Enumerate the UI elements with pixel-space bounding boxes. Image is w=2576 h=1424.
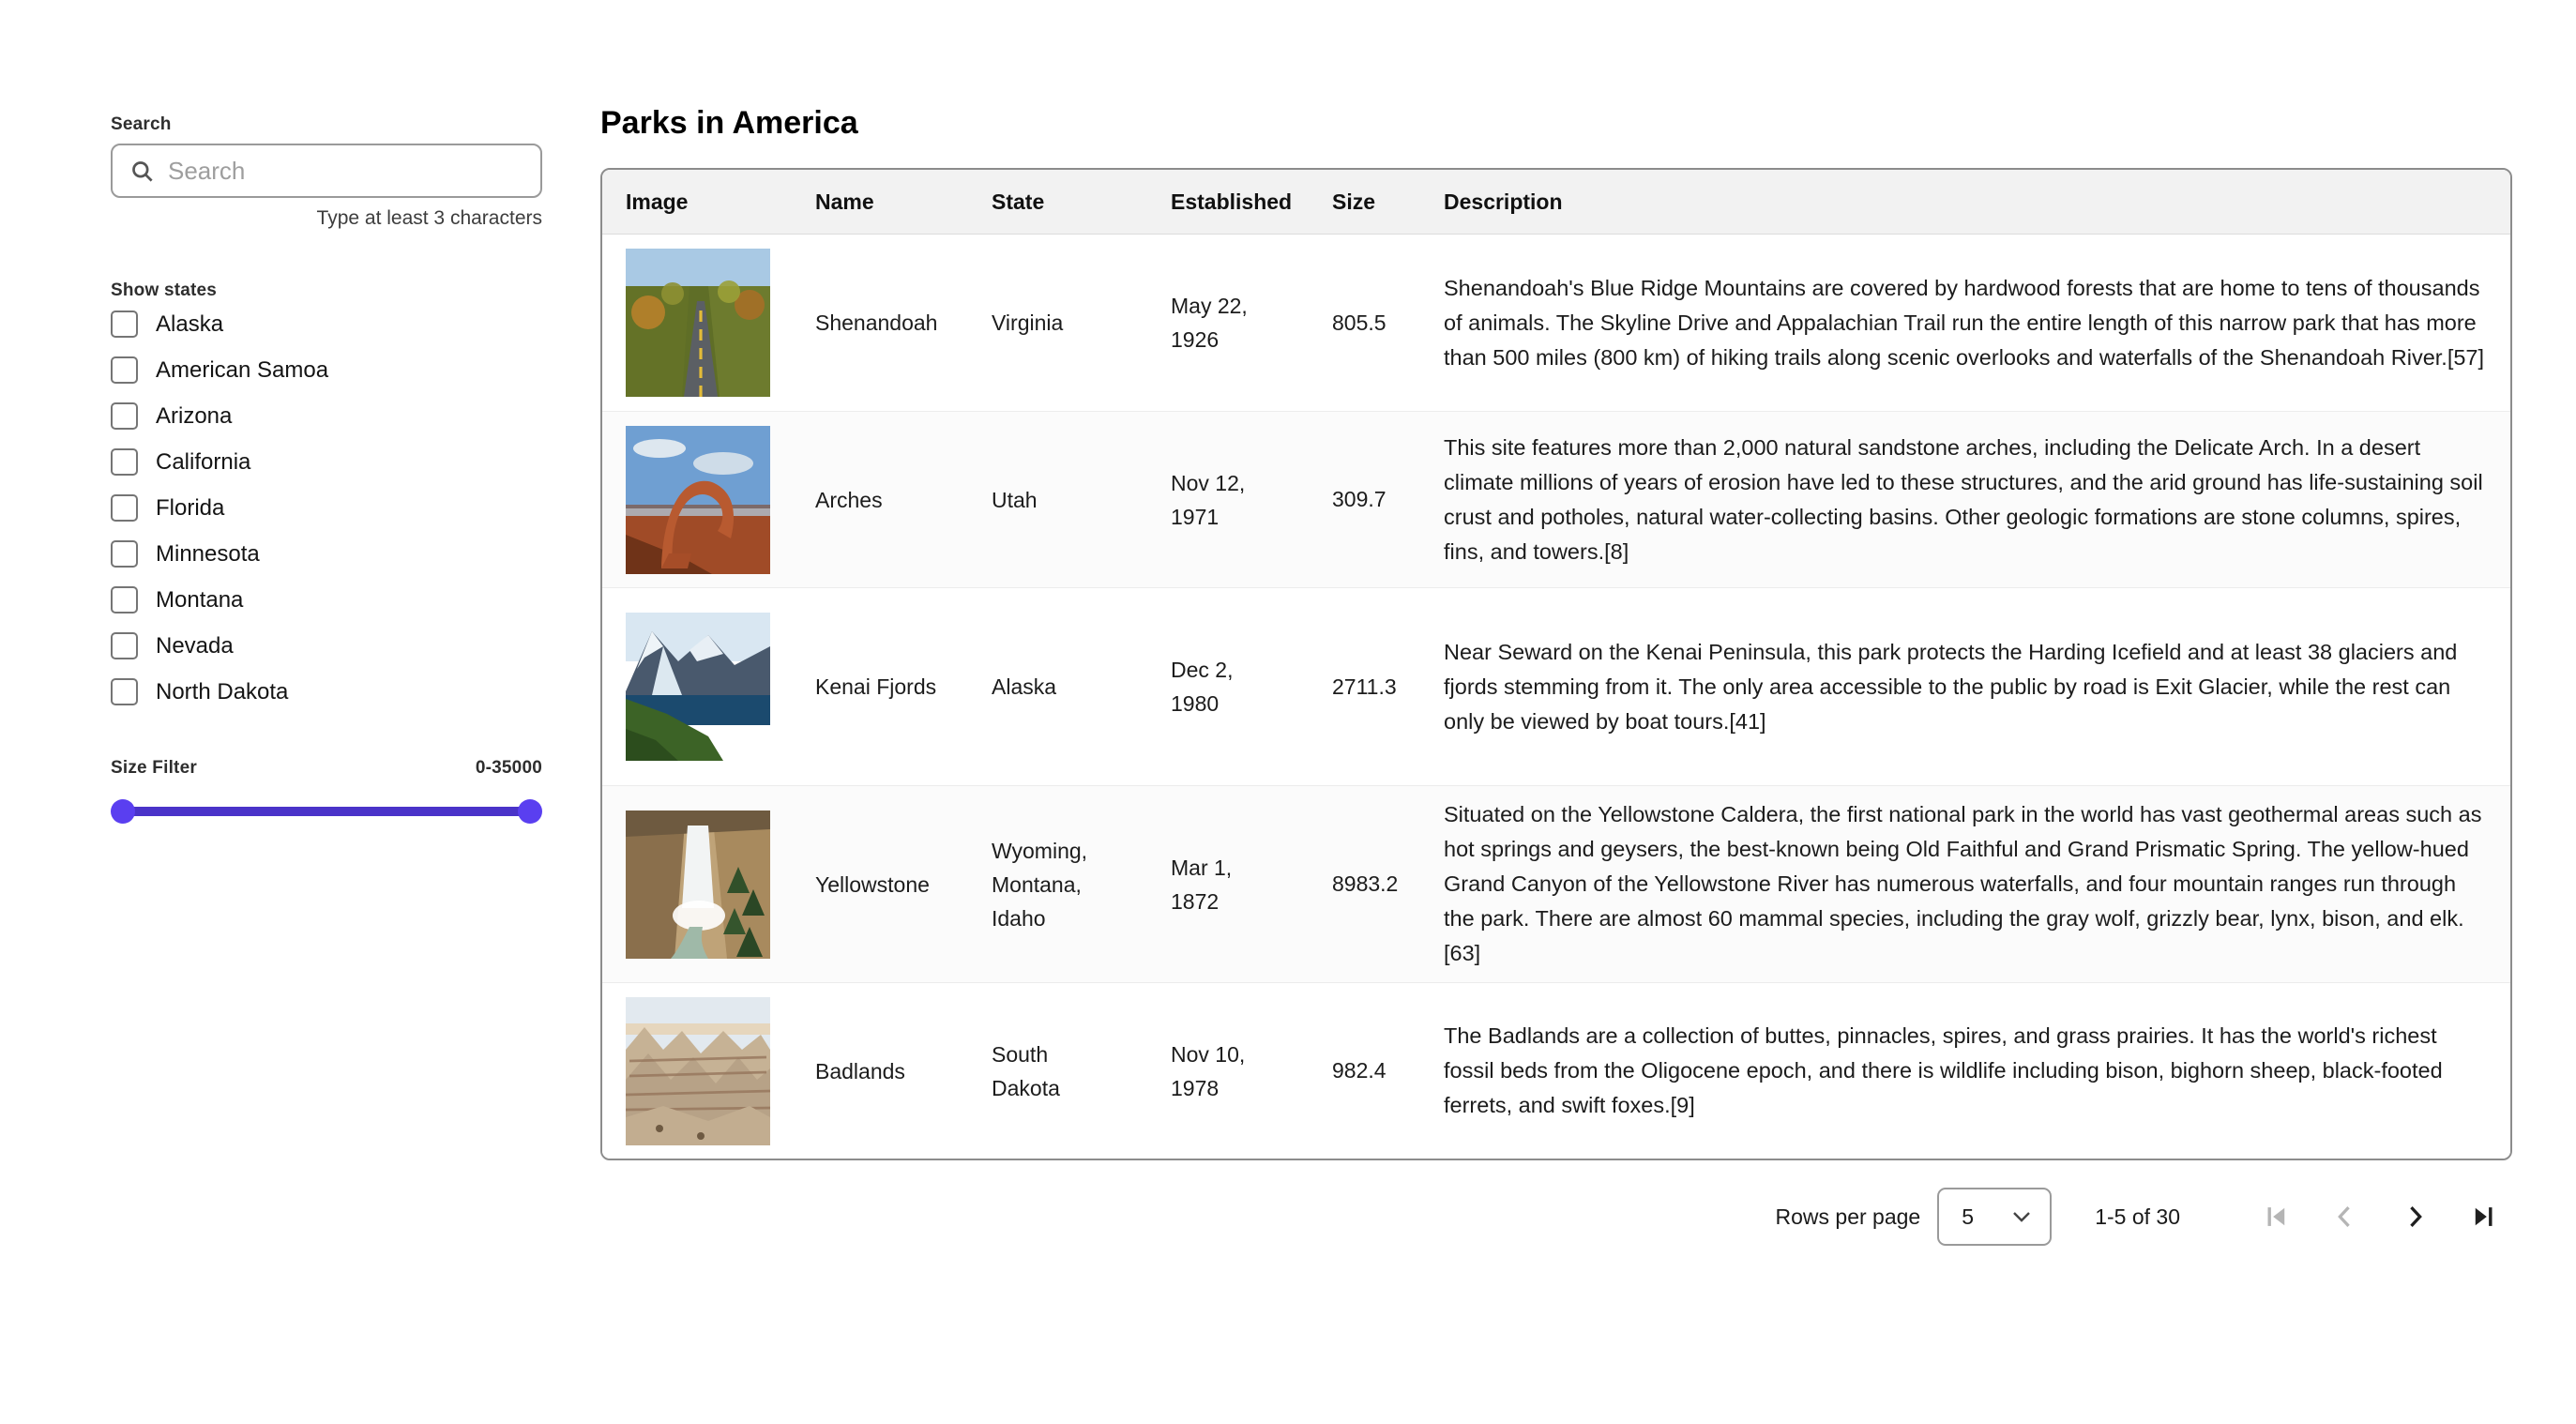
checkbox-icon[interactable] (111, 356, 138, 384)
search-label: Search (111, 114, 172, 134)
show-states-label: Show states (111, 280, 218, 300)
park-established: May 22, 1926 (1171, 294, 1248, 352)
park-description: Shenandoah's Blue Ridge Mountains are covered by hardwood forests that are home to tens of thousands of animals. The Skyline Drive and Appalachian Trail run the entire length of this narrow park that has more than 500 miles (800 km) of hiking trails along scenic overlooks and waterfalls of the Shenandoah River.[57] (1444, 275, 2485, 370)
checkbox-icon[interactable] (111, 311, 138, 338)
park-state: South Dakota (992, 1041, 1060, 1100)
state-checkbox-row-nevada[interactable] (111, 623, 542, 669)
park-size: 2711.3 (1332, 674, 1397, 699)
column-header-description: Description (1444, 189, 1563, 214)
checkbox-icon[interactable] (111, 494, 138, 522)
checkbox-label: North Dakota (156, 678, 289, 704)
park-photo-yellowstone (626, 810, 770, 959)
park-description: Situated on the Yellowstone Caldera, the first national park in the world has vast geothermal areas such as hot springs and geysers, the best-known being Old Faithful and Grand Prismatic Spring. The yellow-hued Grand Canyon of the Yellowstone River has numerous waterfalls, and four mountain ranges run through the park. There are almost 60 mammal species, including the gray wolf, grizzly bear, lynx, bison, and elk.[63] (1444, 802, 2482, 965)
checkbox-icon[interactable] (111, 540, 138, 568)
checkbox-icon[interactable] (111, 448, 138, 476)
first-page-button[interactable] (2255, 1196, 2296, 1237)
previous-page-button[interactable] (2325, 1196, 2366, 1237)
parks-table (600, 168, 2512, 1160)
size-filter-range-label: 0-35000 (475, 758, 542, 778)
park-state: Alaska (992, 674, 1057, 699)
slider-handle-min[interactable] (111, 799, 135, 824)
rows-per-page-select[interactable] (1937, 1188, 2052, 1246)
checkbox-icon[interactable] (111, 678, 138, 705)
last-page-icon (2468, 1201, 2500, 1233)
park-size: 8983.2 (1332, 871, 1399, 896)
state-checkbox-row-california[interactable] (111, 439, 542, 485)
search-hint: Type at least 3 characters (316, 207, 542, 229)
column-header-established: Established (1171, 189, 1293, 214)
search-box[interactable] (111, 144, 542, 198)
last-page-button[interactable] (2463, 1196, 2505, 1237)
park-established: Mar 1, 1872 (1171, 855, 1233, 914)
park-size: 805.5 (1332, 310, 1386, 335)
checkbox-label: American Samoa (156, 356, 329, 383)
park-established: Dec 2, 1980 (1171, 658, 1234, 716)
rows-per-page-label: Rows per page (1775, 1204, 1921, 1229)
chevron-left-icon (2329, 1201, 2361, 1233)
pagination-range-text: 1-5 of 30 (2095, 1204, 2180, 1229)
checkbox-label: Minnesota (156, 540, 260, 567)
table-row (602, 412, 2510, 588)
size-range-slider[interactable] (111, 799, 542, 824)
search-input[interactable] (168, 157, 523, 186)
slider-track (122, 807, 531, 816)
checkbox-label: Florida (156, 494, 225, 521)
column-header-state: State (992, 189, 1045, 214)
column-header-name: Name (815, 189, 874, 214)
park-size: 982.4 (1332, 1058, 1386, 1083)
table-header-row (602, 170, 2510, 235)
park-size: 309.7 (1332, 487, 1386, 511)
state-checkbox-row-alaska[interactable] (111, 301, 542, 347)
park-description: The Badlands are a collection of buttes, pinnacles, spires, and grass prairies. It has the world's richest fossil beds from the Oligocene epoch, and there is wildlife including bison, bighorn sheep, black-footed ferrets, and swift foxes.[9] (1444, 1023, 2443, 1117)
checkbox-label: California (156, 448, 251, 475)
checkbox-label: Arizona (156, 402, 233, 429)
chevron-right-icon (2399, 1201, 2431, 1233)
state-checkbox-row-florida[interactable] (111, 485, 542, 531)
table-row (602, 983, 2510, 1159)
park-name: Arches (815, 487, 883, 512)
state-checkbox-row-north-dakota[interactable] (111, 669, 542, 715)
checkbox-icon[interactable] (111, 632, 138, 659)
size-filter-label: Size Filter (111, 758, 197, 778)
state-checkbox-row-minnesota[interactable] (111, 531, 542, 577)
park-state: Wyoming, Montana, Idaho (992, 838, 1088, 931)
park-name: Shenandoah (815, 311, 938, 335)
state-checkbox-row-arizona[interactable] (111, 393, 542, 439)
park-state: Utah (992, 487, 1038, 512)
table-row (602, 588, 2510, 786)
park-photo-shenandoah (626, 249, 770, 397)
checkbox-label: Nevada (156, 632, 234, 659)
park-name: Badlands (815, 1058, 905, 1083)
first-page-icon (2260, 1201, 2292, 1233)
park-state: Virginia (992, 311, 1064, 335)
column-header-image: Image (626, 189, 689, 214)
pagination-bar (600, 1187, 2512, 1247)
park-name: Yellowstone (815, 871, 930, 897)
checkbox-icon[interactable] (111, 402, 138, 430)
park-description: Near Seward on the Kenai Peninsula, this park protects the Harding Icefield and at least 38 glaciers and fjords stemming from it. The only area accessible to the public by road is Exit Glacier, while the rest can only be viewed by boat tours.[41] (1444, 639, 2458, 734)
park-photo-arches (626, 426, 770, 574)
park-name: Kenai Fjords (815, 674, 937, 699)
park-established: Nov 10, 1978 (1171, 1041, 1246, 1100)
table-row (602, 786, 2510, 983)
page-title: Parks in America (600, 105, 858, 141)
checkbox-icon[interactable] (111, 586, 138, 614)
main-content (600, 105, 2512, 1247)
search-icon (129, 159, 155, 184)
checkbox-label: Montana (156, 586, 244, 613)
filters-sidebar (111, 114, 542, 824)
checkbox-label: Alaska (156, 311, 224, 337)
column-header-size: Size (1332, 189, 1376, 214)
park-description: This site features more than 2,000 natural sandstone arches, including the Delicate Arch. In a desert climate millions of years of erosion have led to these structures, and the arid ground has life-sustaining soil crust and potholes, natural water-collecting basins. Other geologic formations are stone columns, spires, fins, and towers.[8] (1444, 434, 2483, 564)
slider-handle-max[interactable] (518, 799, 542, 824)
park-photo-badlands (626, 997, 770, 1145)
state-checkbox-row-montana[interactable] (111, 577, 542, 623)
table-row (602, 235, 2510, 412)
chevron-down-icon (2012, 1211, 2031, 1222)
state-checkbox-row-american-samoa[interactable] (111, 347, 542, 393)
park-photo-kenai-fjords (626, 613, 770, 761)
park-established: Nov 12, 1971 (1171, 470, 1246, 529)
next-page-button[interactable] (2394, 1196, 2435, 1237)
rows-per-page-value: 5 (1962, 1204, 1974, 1229)
